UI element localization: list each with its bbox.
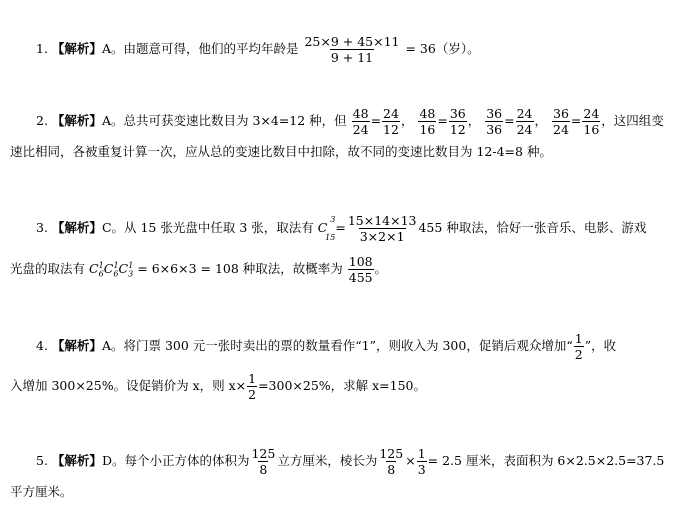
analysis-tag: 【解析】 [51,41,102,57]
fraction: $\frac{1}{3}$ [417,446,426,478]
fraction: $\frac{1}{2}$ [248,371,257,403]
item-text: = 6×6×3 = 108 种取法，故概率为 [137,261,343,277]
item-number: 4. [36,338,48,354]
fraction: $\frac{36}{36}$ [486,106,503,138]
item-number: 2. [36,113,48,129]
solution-3-line2: 光盘的取法有 $C_6^1C_6^1C_3^1 = 6\times 6\times 3 = 108$ 种取法，故概率为 $\frac{108}{455}$ 。 [10,254,388,286]
item-text: 455 种取法，恰好一张音乐、电影、游戏 [418,220,647,236]
analysis-tag: 【解析】 [51,453,102,469]
item-text: ，这四组变 [601,113,664,129]
fraction [303,35,400,64]
fraction: $\frac{1}{2}$ [574,331,583,363]
item-text: A。总共可获变速比数目为 3×4=12 种，但 [101,113,347,129]
fraction: $\frac{125}{8}$ [379,446,404,478]
fraction: $\frac{24}{12}$ [383,106,399,138]
item-text: ”，收 [584,338,617,354]
fraction: $\frac{24}{16}$ [583,106,600,138]
fraction: $\frac{36}{12}$ [449,106,466,138]
denominator: 9 + 11 [330,50,374,66]
item-number: 1. [36,41,48,57]
solution-4 [36,332,678,361]
fraction: $\frac{48}{24}$ [352,106,369,138]
item-text: =300×25%，求解 x=150。 [258,378,427,394]
item-text: 立方厘米，棱长为 [277,453,378,469]
item-text: = 36（岁）。 [405,41,480,57]
item-number: 3. [36,220,48,236]
solution-2: 2. 【解析】A。总共可获变速比数目为 3×4=12 种，但 $\frac{48}{24}$ = $\frac{24}{12}$ ， $\frac{48}{16}$ = $\frac{36}{12}$ ， $\frac{36}{36}$ = $\frac{24}{24}$ ， $\frac{36}{24}$ = $\frac{24}{16}$ ，这四组变 [36,106,664,138]
item-text: C。从 15 张光盘中任取 3 张，取法有 [101,220,314,236]
analysis-tag: 【解析】 [51,113,102,129]
solution-5: 5. 【解析】D。每个小正方体的体积为 $\frac{125}{8}$ 立方厘米，棱长为 $\frac{125}{8}$ × $\frac{1}{3}$ = 2.5 厘米，表面积为 6×2.5×2.5=37.5 [36,446,665,478]
item-number: 5. [36,453,48,469]
item-text: = 2.5 厘米，表面积为 6×2.5×2.5=37.5 [427,453,665,469]
combination-symbol: C 3 15 [317,215,336,242]
fraction: $\frac{24}{24}$ [516,106,533,138]
solution-4-line2 [10,372,678,401]
item-text: A。由题意可得，他们的平均年龄是 [101,41,299,57]
numerator: 25×9 + 45×11 [304,34,400,49]
item-text: 光盘的取法有 [10,261,86,277]
solution-2-line2: 速比相同，各被重复计算一次，应从总的变速比数目中扣除，故不同的变速比数目为 12-4=8 种。 [10,144,552,159]
fraction: $\frac{15\times 14\times 13}{3\times 2\times 1}$ [347,213,417,245]
fraction: $\frac{48}{16}$ [419,106,436,138]
solution-1 [36,35,678,64]
solution-5-line2: 平方厘米。 [10,484,73,499]
item-text: 入增加 300×25%。设促销价为 x，则 x× [10,378,247,394]
solution-3: 3. 【解析】C。从 15 张光盘中任取 3 张，取法有 C 3 15 = $\frac{15\times 14\times 13}{3\times 2\times 1}$ 455 种取法，恰好一张音乐、电影、游戏 [36,213,647,245]
item-text: D。每个小正方体的体积为 [101,453,250,469]
probability-fraction: $\frac{108}{455}$ [348,254,373,286]
analysis-tag: 【解析】 [51,338,102,354]
item-text: A。将门票 300 元一张时卖出的票的数量看作“1”，则收入为 300，促销后观众增加“ [101,338,573,354]
analysis-tag: 【解析】 [51,220,102,236]
fraction: $\frac{125}{8}$ [251,446,276,478]
fraction: $\frac{36}{24}$ [553,106,569,138]
combination-product: $C_6^1C_6^1C_3^1$ [89,260,134,279]
